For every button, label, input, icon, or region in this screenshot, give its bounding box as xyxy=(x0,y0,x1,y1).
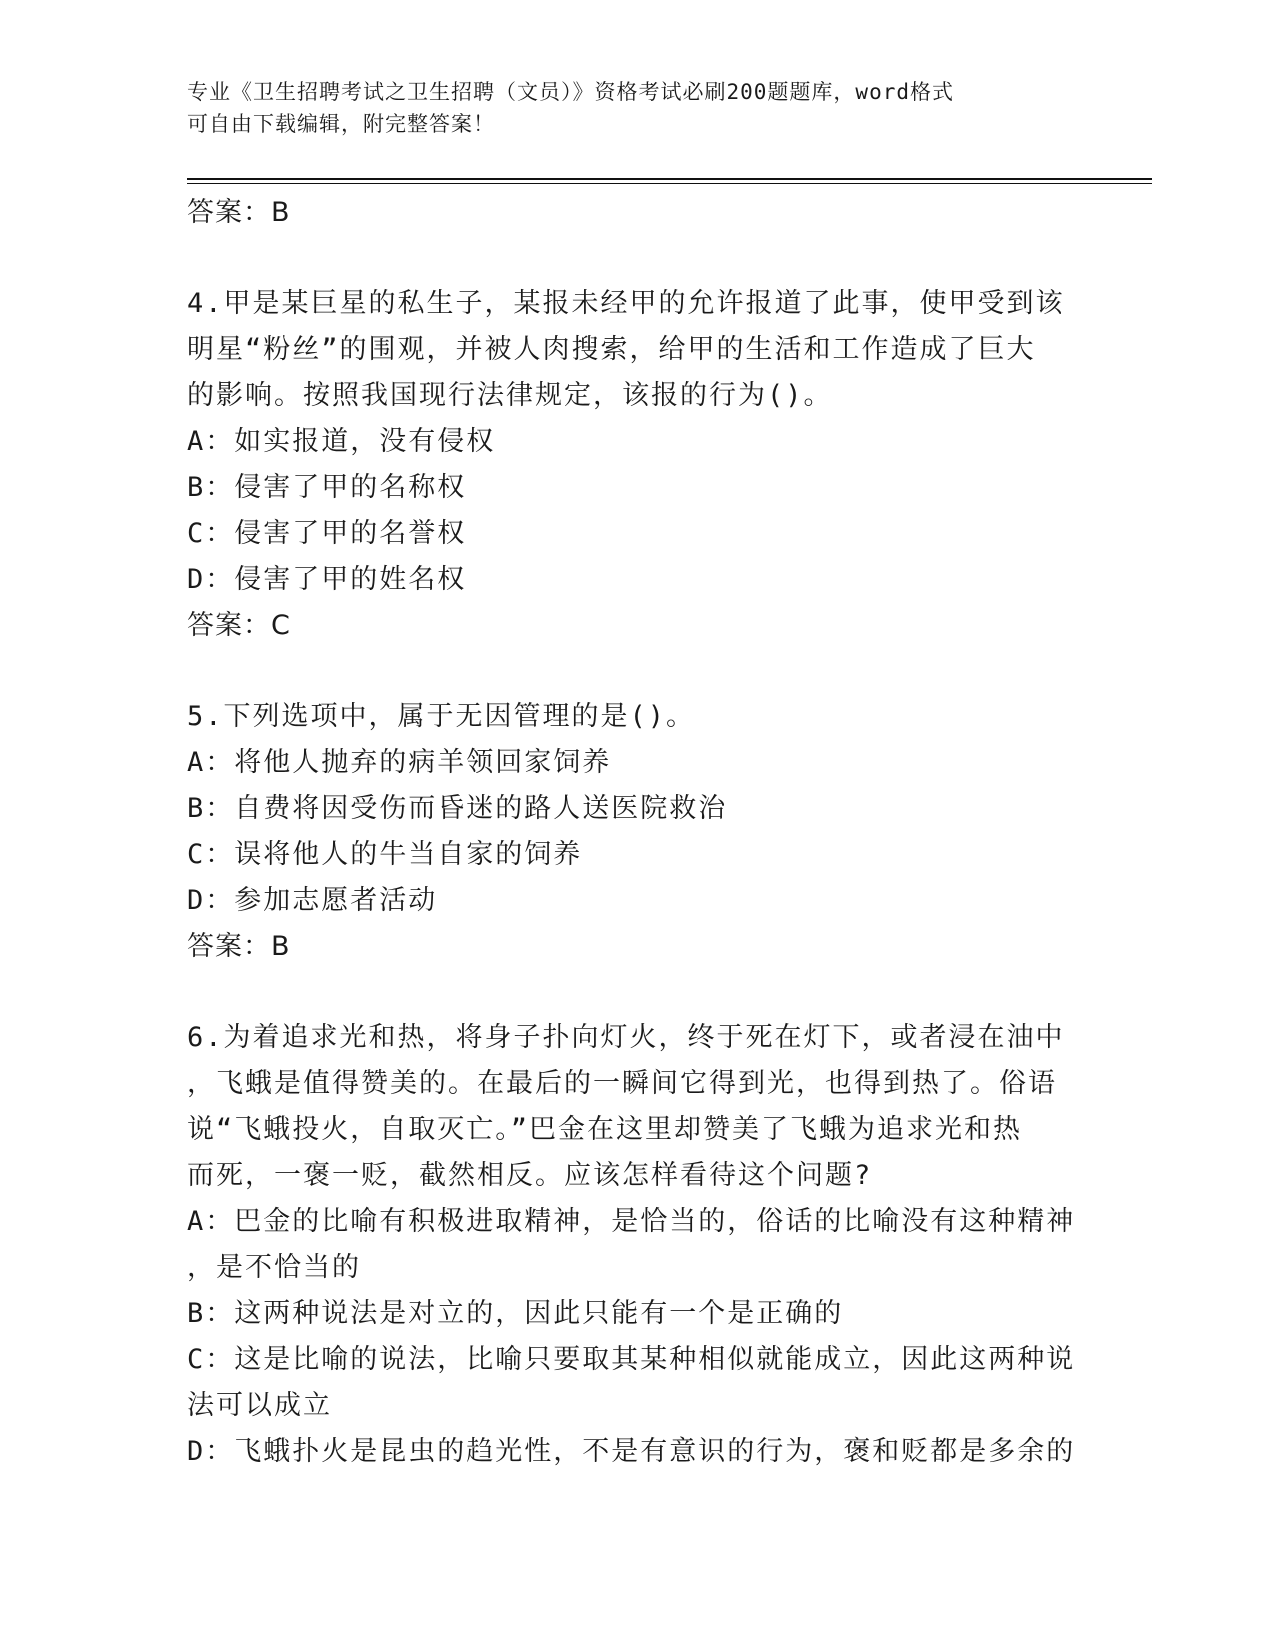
question-stem-line: 4.甲是某巨星的私生子，某报未经甲的允许报道了此事，使甲受到该 xyxy=(187,288,1065,319)
header-rule-thick xyxy=(187,178,1152,180)
question-stem-line: ，飞蛾是值得赞美的。在最后的一瞬间它得到光，也得到热了。俗语 xyxy=(187,1068,1057,1099)
option-a: A：如实报道，没有侵权 xyxy=(187,426,496,457)
option-b: B：侵害了甲的名称权 xyxy=(187,472,467,503)
option-a: A：将他人抛弃的病羊领回家饲养 xyxy=(187,747,612,778)
spacer xyxy=(187,236,1087,281)
header-line-1: 专业《卫生招聘考试之卫生招聘（文员）》资格考试必刷200题题库，word格式 xyxy=(187,80,954,104)
document-body xyxy=(187,190,1087,1475)
question-stem-line: 的影响。按照我国现行法律规定，该报的行为()。 xyxy=(187,380,833,411)
answer-line: 答案：C xyxy=(187,610,291,641)
question-stem-line: 说“飞蛾投火，自取灭亡。”巴金在这里却赞美了飞蛾为追求光和热 xyxy=(187,1114,1023,1145)
option-a: A：巴金的比喻有积极进取精神，是恰当的，俗话的比喻没有这种精神 xyxy=(187,1206,1076,1237)
option-b: B：这两种说法是对立的，因此只能有一个是正确的 xyxy=(187,1298,844,1329)
header-line-2: 可自由下载编辑，附完整答案！ xyxy=(187,112,495,136)
option-c: C：误将他人的牛当自家的饲养 xyxy=(187,839,583,870)
question-stem-line: 而死，一褒一贬，截然相反。应该怎样看待这个问题? xyxy=(187,1160,873,1191)
option-d: D：侵害了甲的姓名权 xyxy=(187,564,467,595)
option-c: C：侵害了甲的名誉权 xyxy=(187,518,467,549)
option-a-continued: ，是不恰当的 xyxy=(187,1252,361,1283)
page-header xyxy=(187,76,1067,140)
answer-line: 答案：B xyxy=(187,931,291,962)
question-4 xyxy=(187,281,1087,649)
question-stem-line: 明星“粉丝”的围观，并被人肉搜索，给甲的生活和工作造成了巨大 xyxy=(187,334,1036,365)
option-d: D：飞蛾扑火是昆虫的趋光性，不是有意识的行为，褒和贬都是多余的 xyxy=(187,1436,1076,1467)
question-6 xyxy=(187,1015,1087,1475)
option-d: D：参加志愿者活动 xyxy=(187,885,438,916)
header-rule-thin xyxy=(187,183,1152,184)
spacer xyxy=(187,970,1087,1015)
option-c: C：这是比喻的说法，比喻只要取其某种相似就能成立，因此这两种说 xyxy=(187,1344,1076,1375)
question-stem-line: 6.为着追求光和热，将身子扑向灯火，终于死在灯下，或者浸在油中 xyxy=(187,1022,1065,1053)
answer-line: 答案：B xyxy=(187,197,291,228)
spacer xyxy=(187,649,1087,694)
question-5 xyxy=(187,694,1087,970)
option-b: B：自费将因受伤而昏迷的路人送医院救治 xyxy=(187,793,728,824)
question-stem-line: 5.下列选项中，属于无因管理的是()。 xyxy=(187,701,696,732)
option-c-continued: 法可以成立 xyxy=(187,1390,332,1421)
